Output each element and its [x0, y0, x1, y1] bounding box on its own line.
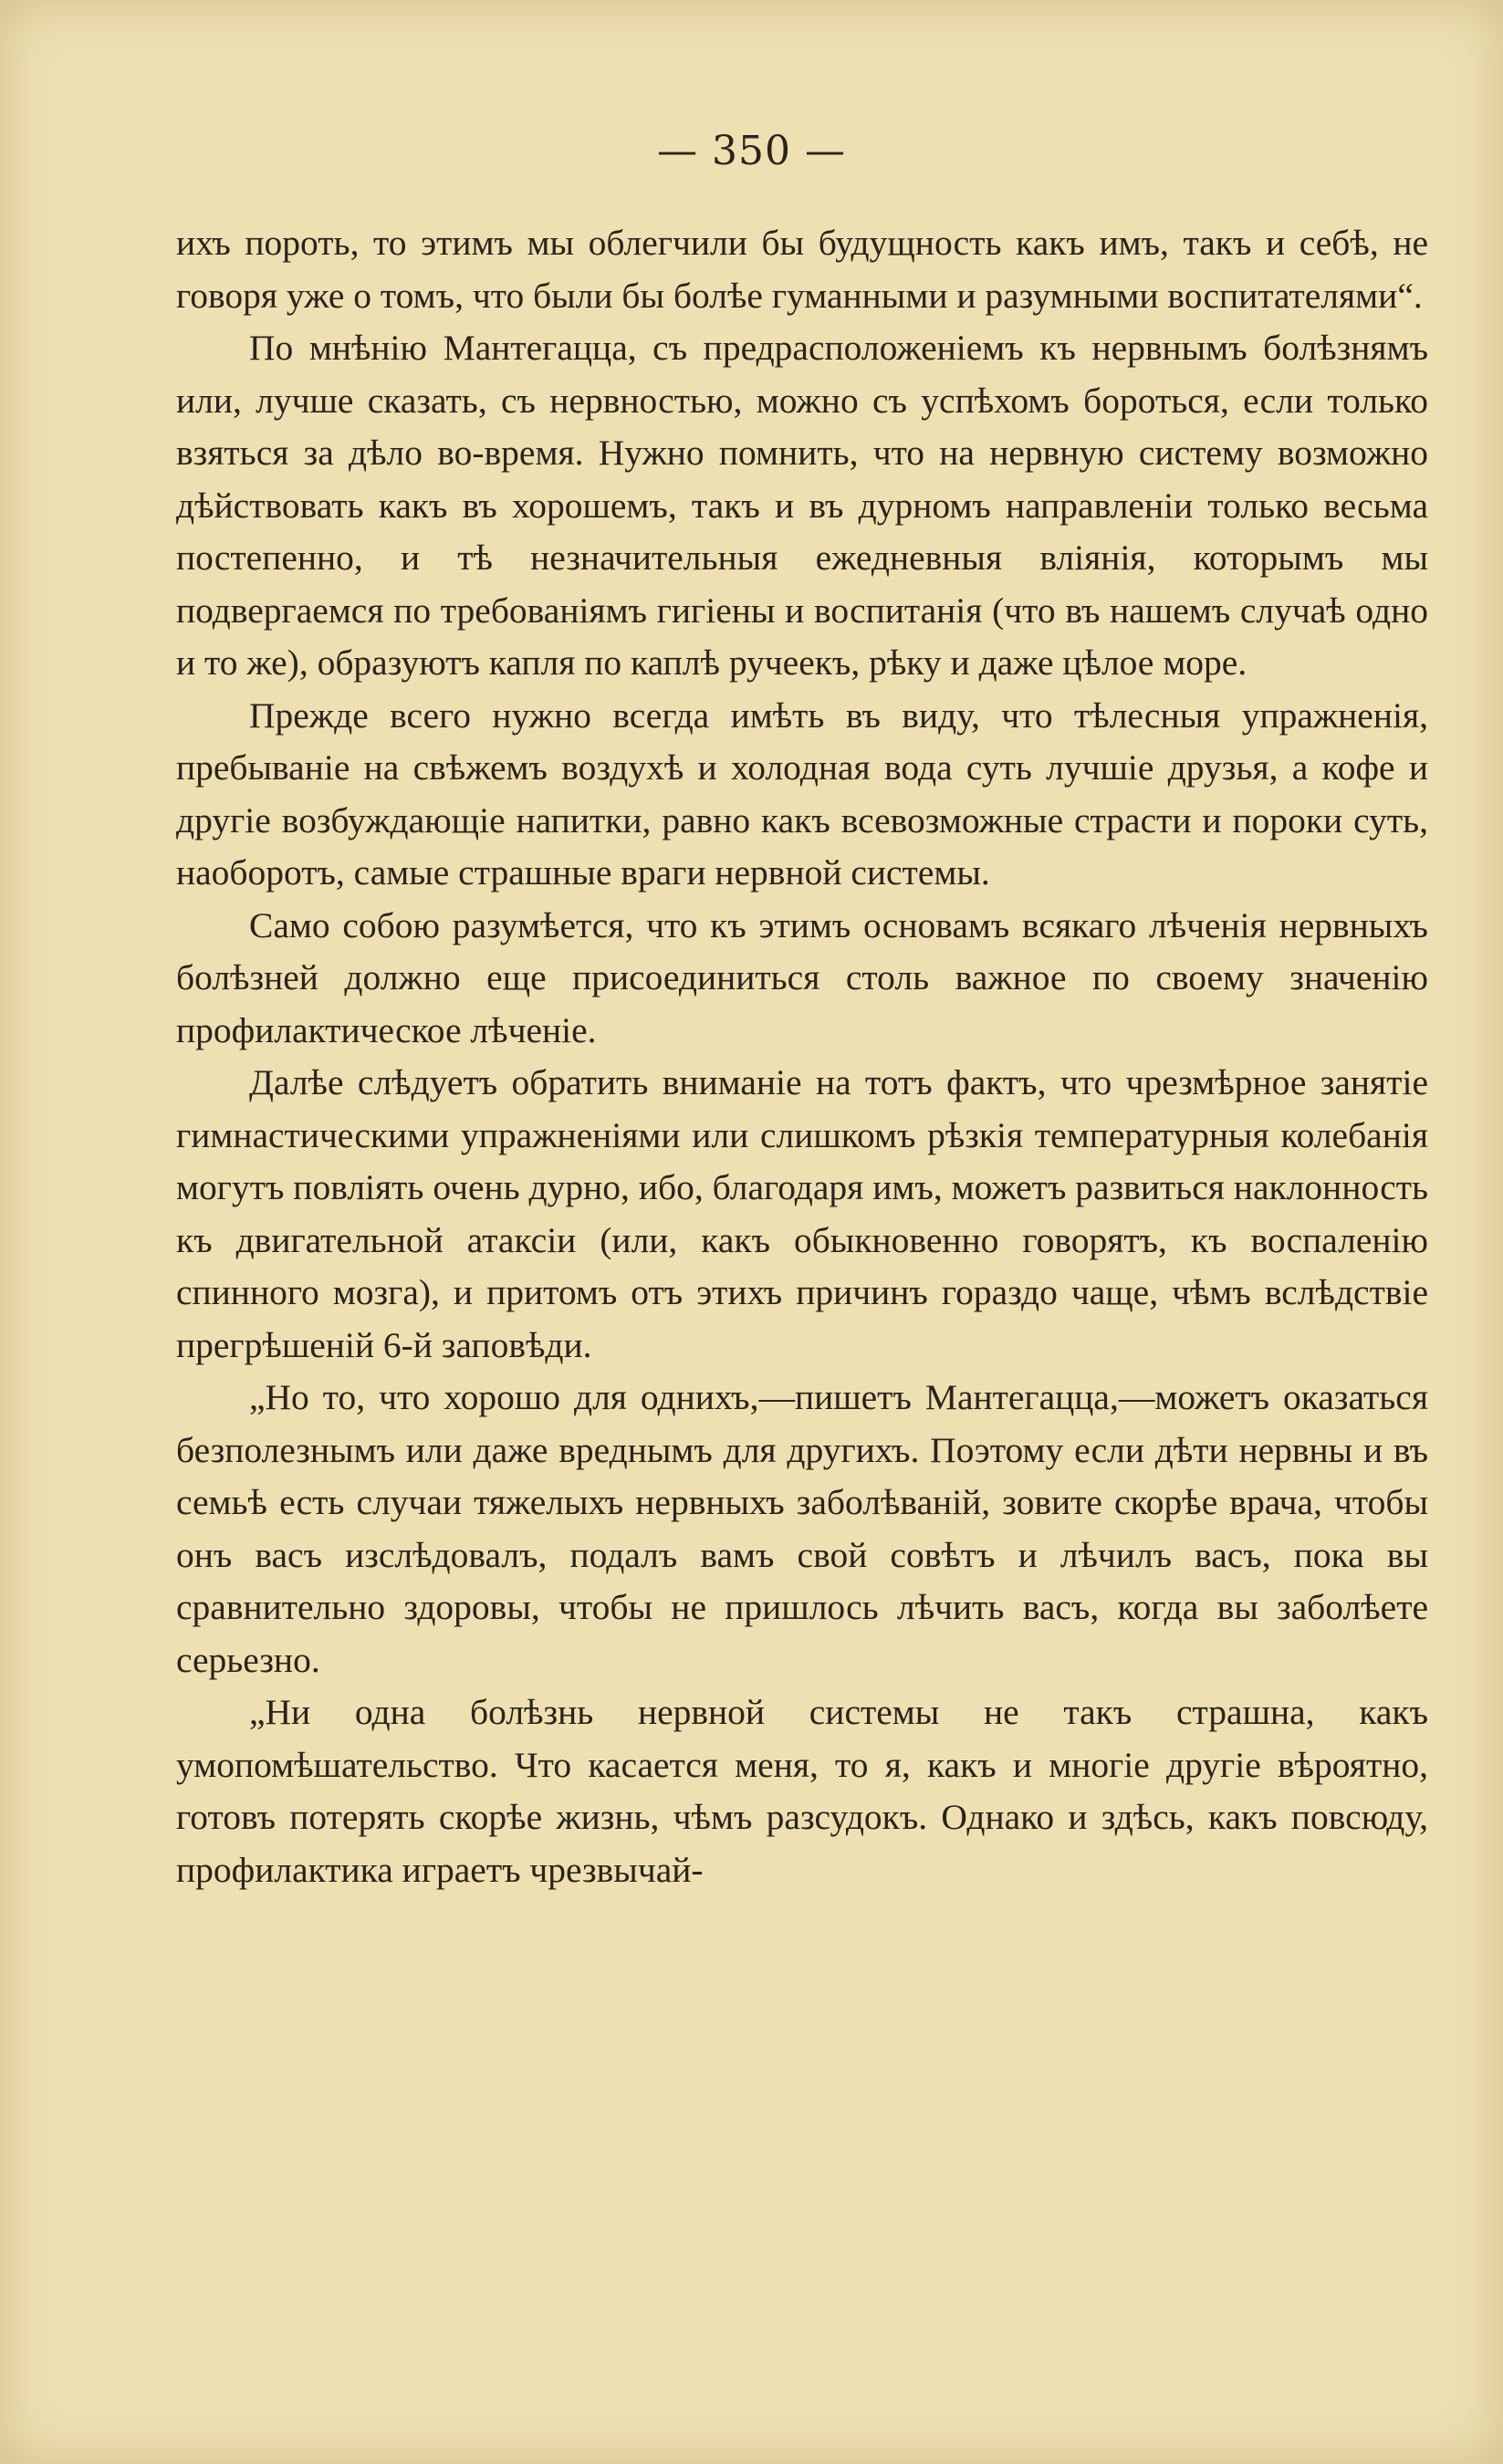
- quote-paragraph: „Но то, что хорошо для однихъ,—пишетъ Мантегацца,—можетъ оказаться безполезнымъ или даже вреднымъ для другихъ. Поэтому если дѣти нервны и въ семьѣ есть случаи тяжелыхъ нервныхъ заболѣваній, зовите скорѣе врача, чтобы онъ васъ изслѣдовалъ, подалъ вамъ свой совѣтъ и лѣчилъ васъ, пока вы сравнительно здоровы, чтобы не пришлось лѣчить васъ, когда вы заболѣете серьезно.: [176, 1377, 1428, 1680]
- page-number: — 350 —: [657, 128, 846, 174]
- paragraph: Само собою разумѣется, что къ этимъ основамъ всякаго лѣченія нервныхъ болѣзней должно еще присоединиться столь важное по своему значенію профилактическое лѣченіе.: [176, 904, 1428, 1050]
- paragraph: По мнѣнію Мантегацца, съ предрасположеніемъ къ нервнымъ болѣзнямъ или, лучше сказать, съ нервностью, можно съ успѣхомъ бороться, если только взяться за дѣло во-время. Нужно помнить, что на нервную систему возможно дѣйствовать какъ въ хорошемъ, такъ и въ дурномъ направленіи только весьма постепенно, и тѣ незначительныя ежедневныя вліянія, которымъ мы подвергаемся по требованіямъ гигіены и воспитанія (что въ нашемъ случаѣ одно и то же), образуютъ капля по каплѣ ручеекъ, рѣку и даже цѣлое море.: [176, 328, 1428, 683]
- paragraph: Далѣе слѣдуетъ обратить вниманіе на тотъ фактъ, что чрезмѣрное занятіе гимнастическими упражненіями или слишкомъ рѣзкія температурныя колебанія могутъ повліять очень дурно, ибо, благодаря имъ, можетъ развиться наклонность къ двигательной атаксіи (или, какъ обыкновенно говорятъ, къ воспаленію спинного мозга), и притомъ отъ этихъ причинъ гораздо чаще, чѣмъ вслѣдствіе прегрѣшеній 6-й заповѣди.: [176, 1062, 1428, 1365]
- quote-paragraph: „Ни одна болѣзнь нервной системы не такъ страшна, какъ умопомѣшательство. Что касается меня, то я, какъ и многіе другіе вѣроятно, готовъ потерять скорѣе жизнь, чѣмъ разсудокъ. Однако и здѣсь, какъ повсюду, профилактика играетъ чрезвычай-: [176, 1692, 1428, 1890]
- body-text: [176, 217, 1428, 1896]
- paragraph: Прежде всего нужно всегда имѣть въ виду, что тѣлесныя упражненія, пребываніе на свѣжемъ воздухѣ и холодная вода суть лучшіе друзья, а кофе и другіе возбуждающіе напитки, равно какъ всевозможные страсти и пороки суть, наоборотъ, самые страшные враги нервной системы.: [176, 694, 1428, 893]
- paragraph-continuation: ихъ пороть, то этимъ мы облегчили бы будущность какъ имъ, такъ и себѣ, не говоря уже о томъ, что были бы болѣе гуманными и разумными воспитателями“.: [176, 223, 1428, 316]
